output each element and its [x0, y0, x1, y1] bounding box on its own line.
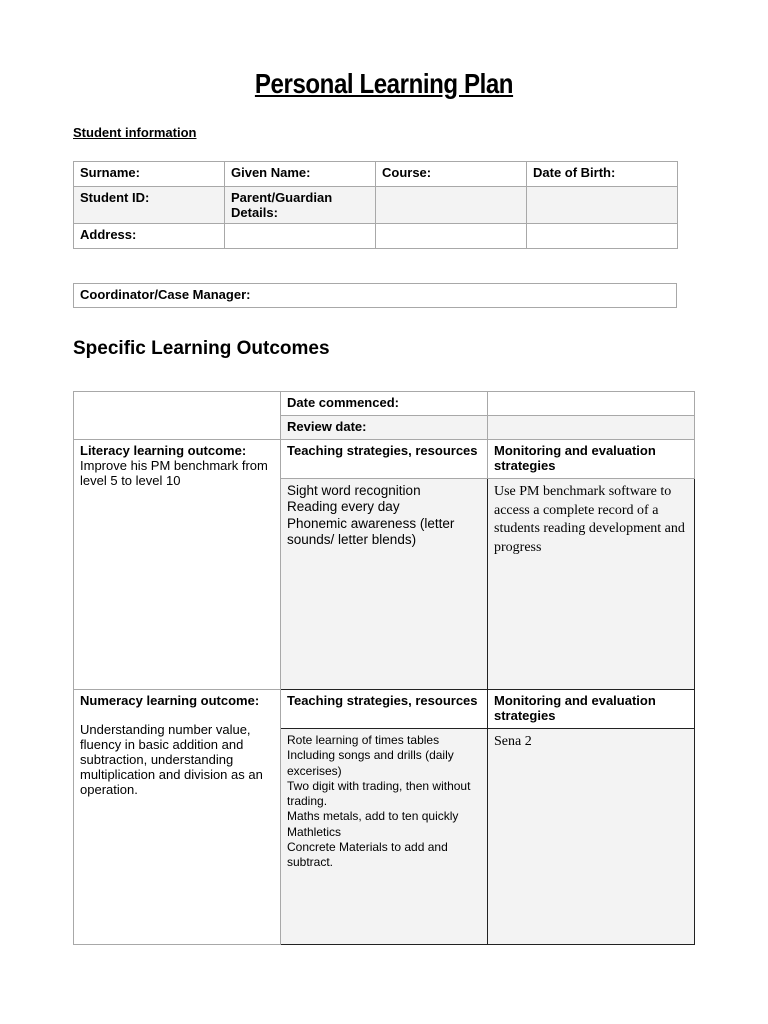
literacy-cell	[74, 440, 281, 690]
numeracy-teaching-line: Concrete Materials to add and subtract.	[287, 840, 448, 870]
literacy-monitoring-text: Use PM benchmark software to access a complete record of a students reading development and progress	[494, 484, 685, 555]
numeracy-spacer	[80, 708, 274, 722]
parent-guardian-line1: Parent/Guardian	[231, 190, 333, 205]
parent-guardian-line2: Details:	[231, 205, 278, 220]
numeracy-outcome-text: Understanding number value, fluency in basic addition and subtraction, understanding multiplication and division as an operation.	[80, 722, 263, 797]
specific-learning-outcomes-heading: Specific Learning Outcomes	[73, 338, 330, 359]
student-information-heading: Student information	[73, 125, 197, 140]
outcomes-blank-cell	[74, 392, 281, 440]
numeracy-teaching-line: Rote learning of times tables	[287, 733, 440, 747]
literacy-teaching-line: Phonemic awareness (letter sounds/ letter blends)	[287, 515, 455, 547]
numeracy-teaching-strategies	[281, 729, 488, 945]
address-cell-3	[527, 224, 678, 249]
literacy-outcome-text: Improve his PM benchmark from level 5 to level 10	[80, 458, 268, 488]
date-commenced-label: Date commenced:	[281, 392, 488, 416]
outcomes-table	[73, 391, 695, 945]
course-label: Course:	[376, 162, 527, 187]
literacy-monitoring-strategies	[488, 479, 695, 690]
date-commenced-value	[488, 392, 695, 416]
student-id-empty-cell	[376, 187, 527, 224]
given-name-label: Given Name:	[225, 162, 376, 187]
coordinator-table	[73, 283, 677, 308]
numeracy-monitoring-strategies	[488, 729, 695, 945]
surname-label: Surname:	[74, 162, 225, 187]
coordinator-label: Coordinator/Case Manager:	[74, 284, 677, 308]
address-cell-2	[376, 224, 527, 249]
literacy-teaching-line: Sight word recognition	[287, 483, 421, 498]
parent-guardian-label	[225, 187, 376, 224]
literacy-monitoring-header: Monitoring and evaluation strategies	[488, 440, 695, 479]
literacy-teaching-strategies	[281, 479, 488, 690]
literacy-teaching-line: Reading every day	[287, 499, 400, 515]
address-cell-1	[225, 224, 376, 249]
numeracy-teaching-line: Including songs and drills (daily excerises)	[287, 748, 454, 778]
review-date-label: Review date:	[281, 416, 488, 440]
dob-label: Date of Birth:	[527, 162, 678, 187]
student-info-table	[73, 161, 678, 249]
numeracy-cell	[74, 690, 281, 945]
page-title: Personal Learning Plan	[254, 68, 514, 99]
student-id-label: Student ID:	[74, 187, 225, 224]
numeracy-teaching-line: Mathletics	[287, 824, 342, 839]
numeracy-teaching-header: Teaching strategies, resources	[281, 690, 488, 729]
numeracy-label: Numeracy learning outcome:	[80, 693, 260, 708]
address-label: Address:	[74, 224, 225, 249]
numeracy-teaching-line: Maths metals, add to ten quickly	[287, 809, 459, 824]
numeracy-monitoring-header: Monitoring and evaluation strategies	[488, 690, 695, 729]
parent-details-empty-cell	[527, 187, 678, 224]
literacy-teaching-header: Teaching strategies, resources	[281, 440, 488, 479]
literacy-label: Literacy learning outcome:	[80, 443, 247, 458]
numeracy-teaching-line: Two digit with trading, then without trading.	[287, 778, 471, 809]
numeracy-monitoring-text: Sena 2	[494, 734, 532, 749]
review-date-value	[488, 416, 695, 440]
